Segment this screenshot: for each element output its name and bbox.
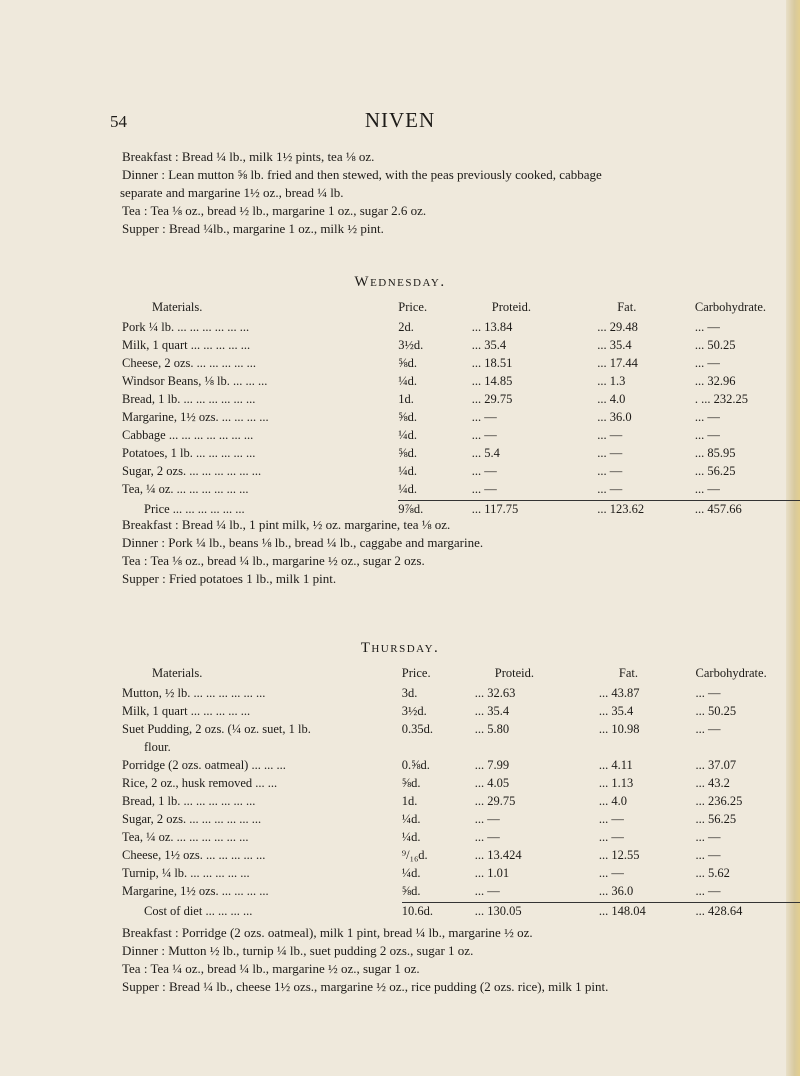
proteid-cell: ... 7.99 (474, 758, 510, 772)
col-proteid: Proteid. (494, 665, 534, 680)
material-cell: Windsor Beans, ⅛ lb. ... ... ... (122, 374, 268, 388)
proteid-cell: ... — (471, 428, 497, 442)
price-cell: 3d. (401, 686, 418, 700)
table-row (122, 758, 800, 776)
page-header (0, 104, 800, 134)
material-cell: Bread, 1 lb. ... ... ... ... ... ... (122, 794, 256, 808)
proteid-cell: ... 5.80 (474, 722, 510, 736)
material-cell: Cabbage ... ... ... ... ... ... ... (122, 428, 254, 442)
price-cell: ¼d. (401, 830, 421, 844)
fat-cell: ... 4.11 (598, 758, 633, 772)
table-row (122, 848, 800, 866)
proteid-cell: ... — (471, 464, 497, 478)
material-cell: Margarine, 1½ ozs. ... ... ... ... (122, 884, 269, 898)
table-row (122, 776, 800, 794)
proteid-cell: ... 29.75 (471, 392, 513, 406)
meal-line: Tea : Tea ¼ oz., bread ¼ lb., margarine ½ oz., sugar 1 oz. (122, 961, 420, 976)
material-cell: Milk, 1 quart ... ... ... ... ... (122, 704, 251, 718)
carbohydrate-cell: ... — (695, 830, 721, 844)
fat-cell: ... 43.87 (598, 686, 640, 700)
proteid-cell: ... 1.01 (474, 866, 510, 880)
table-row (122, 392, 800, 410)
col-price: Price. (401, 665, 431, 680)
col-materials: Materials. (152, 299, 203, 314)
meal-line: Dinner : Pork ¼ lb., beans ⅛ lb., bread ¼ lb., caggabe and margarine. (122, 535, 484, 550)
fat-cell: ... 29.48 (597, 320, 638, 334)
carbohydrate-cell: . ... 232.25 (694, 392, 748, 406)
fat-cell (599, 740, 696, 758)
col-carbohydrate: Carbohydrate. (695, 665, 767, 680)
table-row (122, 428, 800, 446)
material-cell: Cheese, 1½ ozs. ... ... ... ... ... (122, 848, 266, 862)
proteid-cell: ... — (474, 884, 500, 898)
fat-cell: ... — (598, 866, 624, 880)
total-proteid-cell: ... 130.05 (475, 903, 599, 923)
total-material-cell: Cost of diet ... ... ... ... (144, 903, 253, 918)
carbohydrate-cell: ... — (695, 722, 721, 736)
carbohydrate-cell: ... 37.07 (695, 758, 737, 772)
table-header-row (122, 298, 800, 320)
price-cell: 1d. (401, 794, 418, 808)
meal-line: separate and margarine 1½ oz., bread ¼ lb. (120, 185, 344, 200)
total-material-cell: Price ... ... ... ... ... ... (144, 501, 245, 516)
col-materials: Materials. (152, 665, 203, 680)
material-cell: Sugar, 2 ozs. ... ... ... ... ... ... (122, 812, 262, 826)
proteid-cell: ... 35.4 (471, 338, 507, 352)
table-row (122, 338, 800, 356)
table-row (122, 794, 800, 812)
meal-line: Breakfast : Bread ¼ lb., milk 1½ pints, tea ⅛ oz. (122, 149, 375, 164)
material-cell: flour. (144, 740, 171, 754)
fat-cell: ... — (597, 464, 623, 478)
price-cell: ¼d. (398, 482, 418, 496)
table-row (122, 482, 800, 501)
fat-cell: ... 35.4 (598, 704, 634, 718)
material-cell: Porridge (2 ozs. oatmeal) ... ... ... (122, 758, 286, 772)
meal-line: Supper : Fried potatoes 1 lb., milk 1 pint. (122, 571, 337, 586)
running-title: NIVEN (364, 108, 436, 132)
price-cell: 1d. (398, 392, 414, 406)
fat-cell: ... 36.0 (598, 884, 634, 898)
proteid-cell: ... — (471, 482, 497, 496)
price-cell: 3½d. (398, 338, 424, 352)
carbohydrate-cell: ... — (694, 356, 720, 370)
price-cell (402, 740, 475, 758)
price-cell: 0.35d. (401, 722, 434, 736)
meal-line: Supper : Bread ¼ lb., cheese 1½ ozs., margarine ½ oz., rice pudding (2 ozs. rice), milk 1 pint. (122, 979, 609, 994)
material-cell: Margarine, 1½ ozs. ... ... ... ... (122, 410, 269, 424)
total-price-cell: 10.6d. (402, 903, 475, 923)
material-cell: Milk, 1 quart ... ... ... ... ... (122, 338, 251, 352)
table-row (122, 410, 800, 428)
proteid-cell: ... 4.05 (474, 776, 510, 790)
table-row (122, 830, 800, 848)
fat-cell: ... 35.4 (597, 338, 632, 352)
intro-meals (122, 148, 722, 238)
total-row (122, 903, 800, 923)
table-header-row (122, 664, 800, 686)
material-cell: Rice, 2 oz., husk removed ... ... (122, 776, 278, 790)
meal-line: Dinner : Mutton ½ lb., turnip ¼ lb., suet pudding 2 ozs., sugar 1 oz. (122, 943, 474, 958)
proteid-cell: ... 14.85 (471, 374, 513, 388)
proteid-cell: ... 18.51 (471, 356, 513, 370)
fat-cell: ... 17.44 (597, 356, 638, 370)
table-row (122, 704, 800, 722)
fat-cell: ... — (597, 482, 623, 496)
table-row (122, 464, 800, 482)
wednesday-table (122, 298, 800, 520)
col-price: Price. (398, 299, 428, 314)
material-cell: Bread, 1 lb. ... ... ... ... ... ... (122, 392, 256, 406)
total-price-cell: 9⅞d. (398, 501, 472, 521)
proteid-cell: ... — (471, 410, 497, 424)
price-cell: ¼d. (398, 464, 418, 478)
wednesday-meals (122, 516, 722, 588)
proteid-cell: ... — (474, 830, 500, 844)
material-cell: Potatoes, 1 lb. ... ... ... ... ... (122, 446, 256, 460)
carbohydrate-cell: ... — (695, 686, 721, 700)
proteid-cell: ... 13.84 (471, 320, 513, 334)
price-cell: ⅝d. (401, 884, 421, 898)
price-cell: 2d. (398, 320, 414, 334)
proteid-cell: ... 13.424 (474, 848, 522, 862)
price-cell: 3½d. (401, 704, 427, 718)
col-fat: Fat. (617, 299, 637, 314)
material-cell: Tea, ¼ oz. ... ... ... ... ... ... (122, 830, 249, 844)
table-row (122, 374, 800, 392)
material-cell: Sugar, 2 ozs. ... ... ... ... ... ... (122, 464, 262, 478)
page-number: 54 (110, 112, 127, 131)
fat-cell: ... — (598, 830, 624, 844)
total-fat-cell: ... 123.62 (597, 501, 695, 521)
price-cell: ¼d. (401, 866, 421, 880)
fat-cell: ... 12.55 (598, 848, 640, 862)
price-cell: ¼d. (398, 428, 418, 442)
proteid-cell: ... 5.4 (471, 446, 500, 460)
price-cell: 0.⅝d. (401, 758, 430, 772)
total-carbohydrate-cell: ... 457.66 (695, 501, 800, 521)
carbohydrate-cell: ... — (694, 410, 720, 424)
fat-cell: ... 1.13 (598, 776, 634, 790)
thursday-meals (122, 924, 722, 996)
proteid-cell: ... 35.4 (474, 704, 510, 718)
thursday-table (122, 664, 800, 922)
material-cell: Pork ¼ lb. ... ... ... ... ... ... (122, 320, 250, 334)
proteid-cell: ... 29.75 (474, 794, 516, 808)
price-cell: ¼d. (398, 374, 418, 388)
carbohydrate-cell: ... 43.2 (695, 776, 730, 790)
price-cell: ⅝d. (398, 446, 418, 460)
fat-cell: ... 10.98 (598, 722, 640, 736)
table-row (122, 722, 800, 740)
total-fat-cell: ... 148.04 (599, 903, 696, 923)
fat-cell: ... 1.3 (597, 374, 626, 388)
meal-line: Supper : Bread ¼lb., margarine 1 oz., milk ½ pint. (122, 221, 384, 236)
carbohydrate-cell (696, 740, 800, 758)
carbohydrate-cell: ... 50.25 (694, 338, 736, 352)
carbohydrate-cell: ... 85.95 (694, 446, 736, 460)
material-cell: Suet Pudding, 2 ozs. (¼ oz. suet, 1 lb. (122, 722, 311, 736)
col-proteid: Proteid. (491, 299, 532, 314)
table-row (122, 740, 800, 758)
proteid-cell: ... 32.63 (474, 686, 516, 700)
proteid-cell: ... — (474, 812, 500, 826)
material-cell: Mutton, ½ lb. ... ... ... ... ... ... (122, 686, 266, 700)
table-row (122, 320, 800, 338)
carbohydrate-cell: ... 5.62 (695, 866, 730, 880)
carbohydrate-cell: ... — (695, 848, 721, 862)
carbohydrate-cell: ... — (694, 428, 720, 442)
table-row (122, 686, 800, 704)
meal-line: Tea : Tea ⅛ oz., bread ¼ lb., margarine ½ oz., sugar 2 ozs. (122, 553, 425, 568)
price-cell: ⅝d. (398, 356, 418, 370)
table-row (122, 866, 800, 884)
carbohydrate-cell: ... — (694, 482, 720, 496)
carbohydrate-cell: ... 56.25 (694, 464, 736, 478)
meal-line: Breakfast : Bread ¼ lb., 1 pint milk, ½ oz. margarine, tea ⅛ oz. (122, 517, 451, 532)
carbohydrate-cell: ... — (694, 320, 720, 334)
wednesday-title: Wednesday. (354, 274, 446, 290)
material-cell: Cheese, 2 ozs. ... ... ... ... ... (122, 356, 257, 370)
price-cell: ¼d. (401, 812, 421, 826)
fat-cell: ... — (598, 812, 624, 826)
total-proteid-cell: ... 117.75 (472, 501, 597, 521)
table-row (122, 446, 800, 464)
meal-line: Tea : Tea ⅛ oz., bread ½ lb., margarine 1 oz., sugar 2.6 oz. (122, 203, 427, 218)
price-cell: ⁹/₁₆d. (401, 848, 428, 862)
carbohydrate-cell: ... — (695, 884, 721, 898)
fat-cell: ... 4.0 (598, 794, 628, 808)
price-cell: ⅝d. (401, 776, 421, 790)
fat-cell: ... 4.0 (597, 392, 626, 406)
total-carbohydrate-cell: ... 428.64 (696, 903, 800, 923)
meal-line: Breakfast : Porridge (2 ozs. oatmeal), milk 1 pint, bread ¼ lb., margarine ½ oz. (122, 925, 533, 940)
carbohydrate-cell: ... 32.96 (694, 374, 736, 388)
carbohydrate-cell: ... 50.25 (695, 704, 737, 718)
material-cell: Tea, ¼ oz. ... ... ... ... ... ... (122, 482, 249, 496)
table-row (122, 356, 800, 374)
price-cell: ⅝d. (398, 410, 418, 424)
material-cell: Turnip, ¼ lb. ... ... ... ... ... (122, 866, 250, 880)
proteid-cell (475, 740, 599, 758)
col-fat: Fat. (618, 665, 638, 680)
table-row (122, 812, 800, 830)
thursday-title: Thursday. (360, 640, 440, 656)
col-carbohydrate: Carbohydrate. (694, 299, 767, 314)
fat-cell: ... — (597, 446, 623, 460)
fat-cell: ... 36.0 (597, 410, 632, 424)
fat-cell: ... — (597, 428, 623, 442)
carbohydrate-cell: ... 56.25 (695, 812, 737, 826)
meal-line: Dinner : Lean mutton ⅝ lb. fried and then stewed, with the peas previously cooked, cabbage (122, 167, 602, 182)
carbohydrate-cell: ... 236.25 (695, 794, 743, 808)
table-row (122, 884, 800, 903)
